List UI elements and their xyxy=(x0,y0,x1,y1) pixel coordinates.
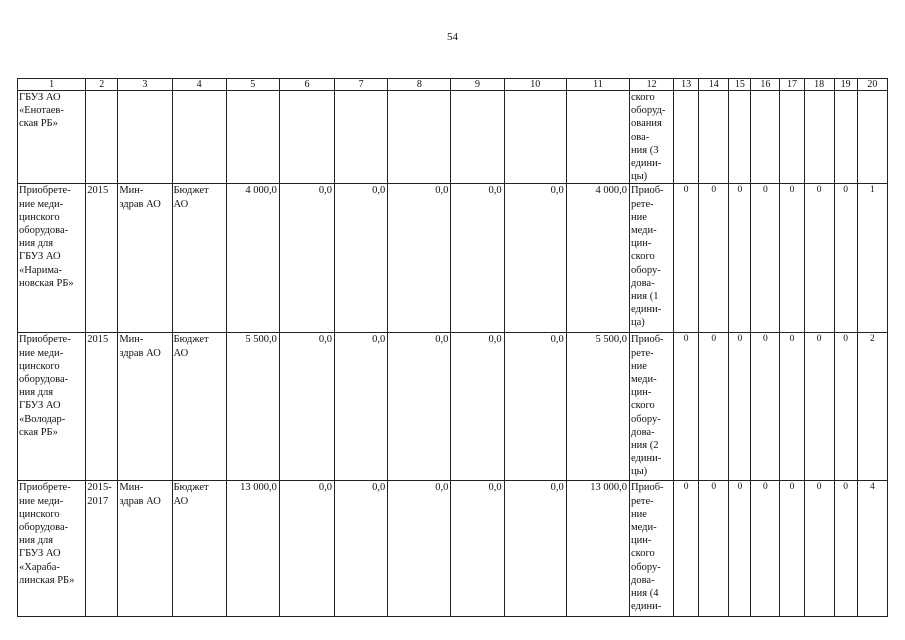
table-cell-col-4: Бюджет АО xyxy=(172,481,226,617)
table-cell-col-8: 0,0 xyxy=(388,333,451,481)
table-cell-col-11: 5 500,0 xyxy=(566,333,629,481)
table-cell-col-5: 13 000,0 xyxy=(226,481,279,617)
table-cell-col-20 xyxy=(857,91,887,184)
table-row xyxy=(18,184,888,333)
table-cell-col-2 xyxy=(86,91,118,184)
table-cell-col-19: 0 xyxy=(834,481,857,617)
column-number-8: 8 xyxy=(388,79,451,91)
table-cell-col-5 xyxy=(226,91,279,184)
table-cell-col-9: 0,0 xyxy=(451,481,504,617)
table-cell-col-6 xyxy=(279,91,334,184)
table-cell-col-1: ГБУЗ АО «Енотаев- ская РБ» xyxy=(18,91,86,184)
column-number-13: 13 xyxy=(674,79,699,91)
table-cell-col-12: ского оборуд- ования ова- ния (3 едини- цы) xyxy=(630,91,674,184)
table-cell-col-11: 13 000,0 xyxy=(566,481,629,617)
table-cell-col-5: 4 000,0 xyxy=(226,184,279,333)
table-cell-col-1: Приобрете- ние меди- цинского оборудова- ния для ГБУЗ АО «Володар- ская РБ» xyxy=(18,333,86,481)
column-number-9: 9 xyxy=(451,79,504,91)
column-number-20: 20 xyxy=(857,79,887,91)
table-cell-col-12: Приоб- рете- ние меди- цин- ского обору- дова- ния (1 едини- ца) xyxy=(630,184,674,333)
page-number: 54 xyxy=(447,31,458,43)
table-cell-col-17 xyxy=(780,91,804,184)
table-cell-col-17: 0 xyxy=(780,481,804,617)
table-cell-col-13: 0 xyxy=(674,333,699,481)
table-cell-col-4: Бюджет АО xyxy=(172,333,226,481)
table-cell-col-16: 0 xyxy=(751,481,780,617)
table-cell-col-3 xyxy=(118,91,172,184)
table-cell-col-13: 0 xyxy=(674,184,699,333)
table-cell-col-13 xyxy=(674,91,699,184)
column-number-18: 18 xyxy=(804,79,834,91)
column-number-4: 4 xyxy=(172,79,226,91)
table-cell-col-20: 1 xyxy=(857,184,887,333)
table-row xyxy=(18,481,888,617)
table-cell-col-8: 0,0 xyxy=(388,481,451,617)
table-cell-col-15 xyxy=(729,91,751,184)
table-cell-col-14 xyxy=(699,91,729,184)
table-cell-col-18 xyxy=(804,91,834,184)
table-cell-col-6: 0,0 xyxy=(279,333,334,481)
table-cell-col-3: Мин- здрав АО xyxy=(118,481,172,617)
table-cell-col-16 xyxy=(751,91,780,184)
table-cell-col-2: 2015 xyxy=(86,184,118,333)
table-cell-col-6: 0,0 xyxy=(279,481,334,617)
table-cell-col-3: Мин- здрав АО xyxy=(118,184,172,333)
table-cell-col-20: 2 xyxy=(857,333,887,481)
table-cell-col-6: 0,0 xyxy=(279,184,334,333)
table-cell-col-19 xyxy=(834,91,857,184)
table-cell-col-8 xyxy=(388,91,451,184)
table-cell-col-18: 0 xyxy=(804,333,834,481)
column-number-row xyxy=(18,79,888,91)
table-cell-col-10: 0,0 xyxy=(504,333,566,481)
table-cell-col-15: 0 xyxy=(729,333,751,481)
column-number-10: 10 xyxy=(504,79,566,91)
table-row xyxy=(18,333,888,481)
table-cell-col-10 xyxy=(504,91,566,184)
table-cell-col-2: 2015- 2017 xyxy=(86,481,118,617)
table-cell-col-10: 0,0 xyxy=(504,481,566,617)
column-number-19: 19 xyxy=(834,79,857,91)
program-table xyxy=(17,78,888,617)
column-number-5: 5 xyxy=(226,79,279,91)
table-cell-col-14: 0 xyxy=(699,184,729,333)
table-cell-col-2: 2015 xyxy=(86,333,118,481)
column-number-2: 2 xyxy=(86,79,118,91)
table-cell-col-3: Мин- здрав АО xyxy=(118,333,172,481)
table-cell-col-8: 0,0 xyxy=(388,184,451,333)
table-cell-col-17: 0 xyxy=(780,184,804,333)
table-cell-col-11: 4 000,0 xyxy=(566,184,629,333)
table-cell-col-4: Бюджет АО xyxy=(172,184,226,333)
table-cell-col-19: 0 xyxy=(834,184,857,333)
table-cell-col-4 xyxy=(172,91,226,184)
table-cell-col-13: 0 xyxy=(674,481,699,617)
table-cell-col-12: Приоб- рете- ние меди- цин- ского обору- дова- ния (4 едини- xyxy=(630,481,674,617)
table-cell-col-17: 0 xyxy=(780,333,804,481)
table-cell-col-16: 0 xyxy=(751,184,780,333)
column-number-7: 7 xyxy=(335,79,388,91)
table-cell-col-9: 0,0 xyxy=(451,184,504,333)
table-cell-col-7: 0,0 xyxy=(335,184,388,333)
table-cell-col-18: 0 xyxy=(804,481,834,617)
table-cell-col-7 xyxy=(335,91,388,184)
table-cell-col-14: 0 xyxy=(699,333,729,481)
table-cell-col-12: Приоб- рете- ние меди- цин- ского обору- дова- ния (2 едини- цы) xyxy=(630,333,674,481)
table-cell-col-16: 0 xyxy=(751,333,780,481)
column-number-3: 3 xyxy=(118,79,172,91)
column-number-11: 11 xyxy=(566,79,629,91)
table-cell-col-9 xyxy=(451,91,504,184)
column-number-15: 15 xyxy=(729,79,751,91)
table-cell-col-9: 0,0 xyxy=(451,333,504,481)
table-cell-col-1: Приобрете- ние меди- цинского оборудова- ния для ГБУЗ АО «Нарима- новская РБ» xyxy=(18,184,86,333)
table-cell-col-18: 0 xyxy=(804,184,834,333)
column-number-14: 14 xyxy=(699,79,729,91)
table-row xyxy=(18,91,888,184)
table-cell-col-14: 0 xyxy=(699,481,729,617)
table-cell-col-15: 0 xyxy=(729,481,751,617)
table-cell-col-19: 0 xyxy=(834,333,857,481)
column-number-17: 17 xyxy=(780,79,804,91)
table-cell-col-7: 0,0 xyxy=(335,481,388,617)
table-cell-col-7: 0,0 xyxy=(335,333,388,481)
column-number-12: 12 xyxy=(630,79,674,91)
table-cell-col-1: Приобрете- ние меди- цинского оборудова- ния для ГБУЗ АО «Хараба- линская РБ» xyxy=(18,481,86,617)
table-cell-col-15: 0 xyxy=(729,184,751,333)
table-cell-col-11 xyxy=(566,91,629,184)
column-number-6: 6 xyxy=(279,79,334,91)
table-cell-col-20: 4 xyxy=(857,481,887,617)
table-cell-col-10: 0,0 xyxy=(504,184,566,333)
column-number-1: 1 xyxy=(18,79,86,91)
table-cell-col-5: 5 500,0 xyxy=(226,333,279,481)
column-number-16: 16 xyxy=(751,79,780,91)
